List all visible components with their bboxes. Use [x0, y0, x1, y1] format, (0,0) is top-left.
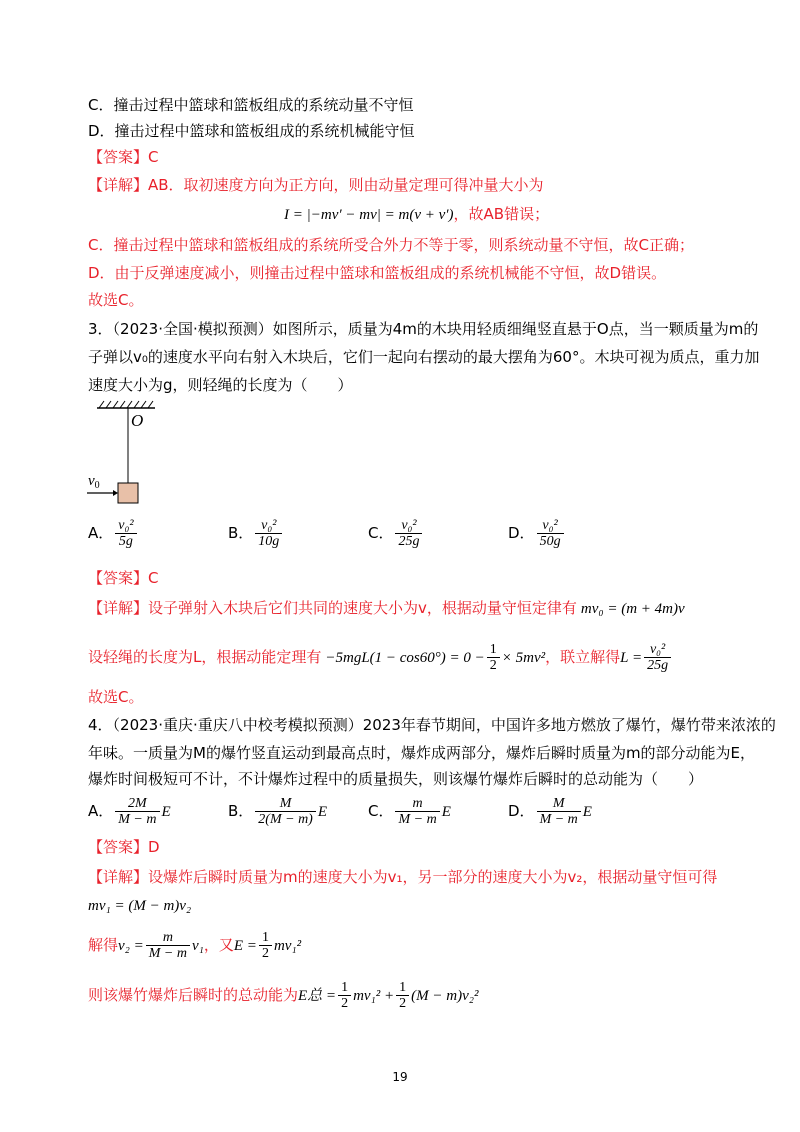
- q4-solve-line: 解得v₂ = $\frac{m}{M - m}$ v₁，又E = $\frac{1}{2}$ mv₁²: [88, 930, 302, 961]
- pendulum-diagram: [85, 398, 175, 510]
- impulse-formula: I = |−mv′ − mv| = m(v + v′): [284, 207, 454, 223]
- q3-answer: 【答案】C: [88, 569, 159, 587]
- choose-previous: 故选C。: [88, 291, 144, 309]
- q3-option-b: B． $\frac{\text{v₀²}}{10g}$: [228, 518, 284, 549]
- velocity-label: $v_0$: [88, 473, 100, 491]
- option-c-previous: C．撞击过程中篮球和篮板组成的系统动量不守恒: [88, 96, 414, 114]
- q3-detail-1: 【详解】设子弹射入木块后它们共同的速度大小为v，根据动量守恒定律有 mv₀ = (m + 4m)v: [88, 599, 685, 617]
- answer-previous: 【答案】C: [88, 148, 159, 166]
- q4-option-d: D． $\frac{M}{M - m}$ E: [508, 796, 592, 827]
- wood-block: [118, 483, 138, 503]
- detail-previous-d: D．由于反弹速度减小，则撞击过程中篮球和篮板组成的系统机械能不守恒，故D错误。: [88, 264, 667, 282]
- q3-stem-1: 3．（2023·全国·模拟预测）如图所示，质量为4m的木块用轻质细绳竖直悬于O点，当一颗质量为m的: [88, 320, 759, 338]
- q4-option-c: C． $\frac{m}{M - m}$ E: [368, 796, 451, 827]
- formula-previous-tail: ，故AB错误；: [453, 205, 550, 223]
- q3-detail-2: 设轻绳的长度为L，根据动能定理有 −5mgL(1 − cos60°) = 0 − $\frac{1}{2}$ × 5mv²，联立解得L = $\frac{\text{v₀²}}{25g}$: [88, 642, 673, 673]
- detail-previous-c: C．撞击过程中篮球和篮板组成的系统所受合外力不等于零，则系统动量不守恒，故C正确；: [88, 236, 694, 254]
- pivot-label: O: [131, 411, 144, 430]
- q4-stem-3: 爆炸时间极短可不计，不计爆炸过程中的质量损失，则该爆竹爆炸后瞬时的总动能为（ ）: [88, 770, 704, 788]
- q3-option-d: D． $\frac{\text{v₀²}}{50g}$: [508, 518, 566, 549]
- formula-previous: [284, 203, 549, 226]
- q3-choose: 故选C。: [88, 688, 144, 706]
- q4-stem-2: 年味。一质量为M的爆竹竖直运动到最高点时，爆炸成两部分，爆炸后瞬时质量为m的部分动能为E，: [88, 744, 756, 762]
- q3-stem-3: 速度大小为g，则轻绳的长度为（ ）: [88, 376, 353, 394]
- q4-stem-1: 4．（2023·重庆·重庆八中校考模拟预测）2023年春节期间，中国许多地方燃放了爆竹，爆竹带来浓浓的: [88, 716, 776, 734]
- q4-detail-1: 【详解】设爆炸后瞬时质量为m的速度大小为v₁，另一部分的速度大小为v₂，根据动量守恒可得: [88, 868, 718, 886]
- option-d-previous: D．撞击过程中篮球和篮板组成的系统机械能守恒: [88, 122, 415, 140]
- page-number: 19: [392, 1070, 408, 1084]
- q3-option-c: C． $\frac{\text{v₀²}}{25g}$: [368, 518, 424, 549]
- q4-total-energy-line: 则该爆竹爆炸后瞬时的总动能为E总 = $\frac{1}{2}$ mv₁² + $\frac{1}{2}$ (M − m)v₂²: [88, 980, 479, 1011]
- detail-previous-ab: 【详解】AB．取初速度方向为正方向，则由动量定理可得冲量大小为: [88, 176, 544, 194]
- q4-answer: 【答案】D: [88, 838, 160, 856]
- q4-option-b: B． $\frac{M}{2(M - m)}$ E: [228, 796, 328, 827]
- q4-option-a: A． $\frac{2M}{M - m}$ E: [88, 796, 171, 827]
- q3-stem-2: 子弹以v₀的速度水平向右射入木块后，它们一起向右摆动的最大摆角为60°。木块可视为质点，重力加: [88, 348, 760, 366]
- q3-option-a: A． $\frac{\text{v₀²}}{5g}$: [88, 518, 139, 549]
- q4-momentum-equation: mv₁ = (M − m)v₂: [88, 898, 192, 914]
